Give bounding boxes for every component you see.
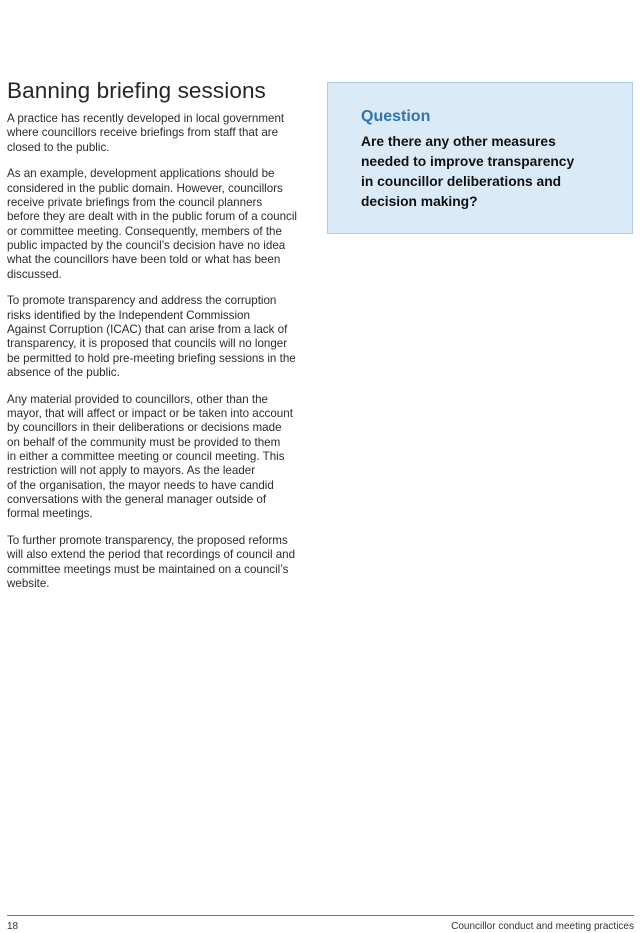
paragraph-development-applications: As an example, development applications should be considered in the public domain. However, councillors receive private briefings from the council planners before they are dealt with in the public forum of a council or committee meeting. Consequently, members of the public impacted by the council’s decision have no idea what the councillors have been told or what has been discussed.: [7, 167, 298, 281]
paragraph-councillor-material: Any material provided to councillors, other than the mayor, that will affect or impact or be taken into account by councillors in their deliberations or decisions made on behalf of the community must be provided to them in either a committee meeting or council meeting. This restriction will not apply to mayors. As the leader of the organisation, the mayor needs to have candid conversations with the general manager outside of formal meetings.: [7, 392, 293, 521]
question-text: Are there any other measures needed to improve transparency in councillor deliberations and decision making?: [361, 134, 575, 209]
question-heading: Question: [361, 108, 431, 125]
paragraph-recordings: To further promote transparency, the proposed reforms will also extend the period that recordings of council and committee meetings must be maintained on a council’s website.: [7, 534, 296, 590]
paragraph-transparency-proposal: To promote transparency and address the corruption risks identified by the Independent Commission Against Corruption (ICAC) that can arise from a lack of transparency, it is proposed that councils will no longer be permitted to hold pre-meeting briefing sessions in the absence of the public.: [7, 294, 296, 379]
paragraph-briefing-practice: A practice has recently developed in local government where councillors receive briefings from staff that are closed to the public.: [7, 112, 285, 154]
main-content: [7, 76, 315, 604]
page-number: 18: [7, 921, 19, 932]
question-box: [327, 82, 633, 234]
footer-divider: [7, 915, 634, 916]
page-title: Banning briefing sessions: [7, 78, 266, 103]
footer-document-title: Councillor conduct and meeting practices: [451, 921, 634, 932]
